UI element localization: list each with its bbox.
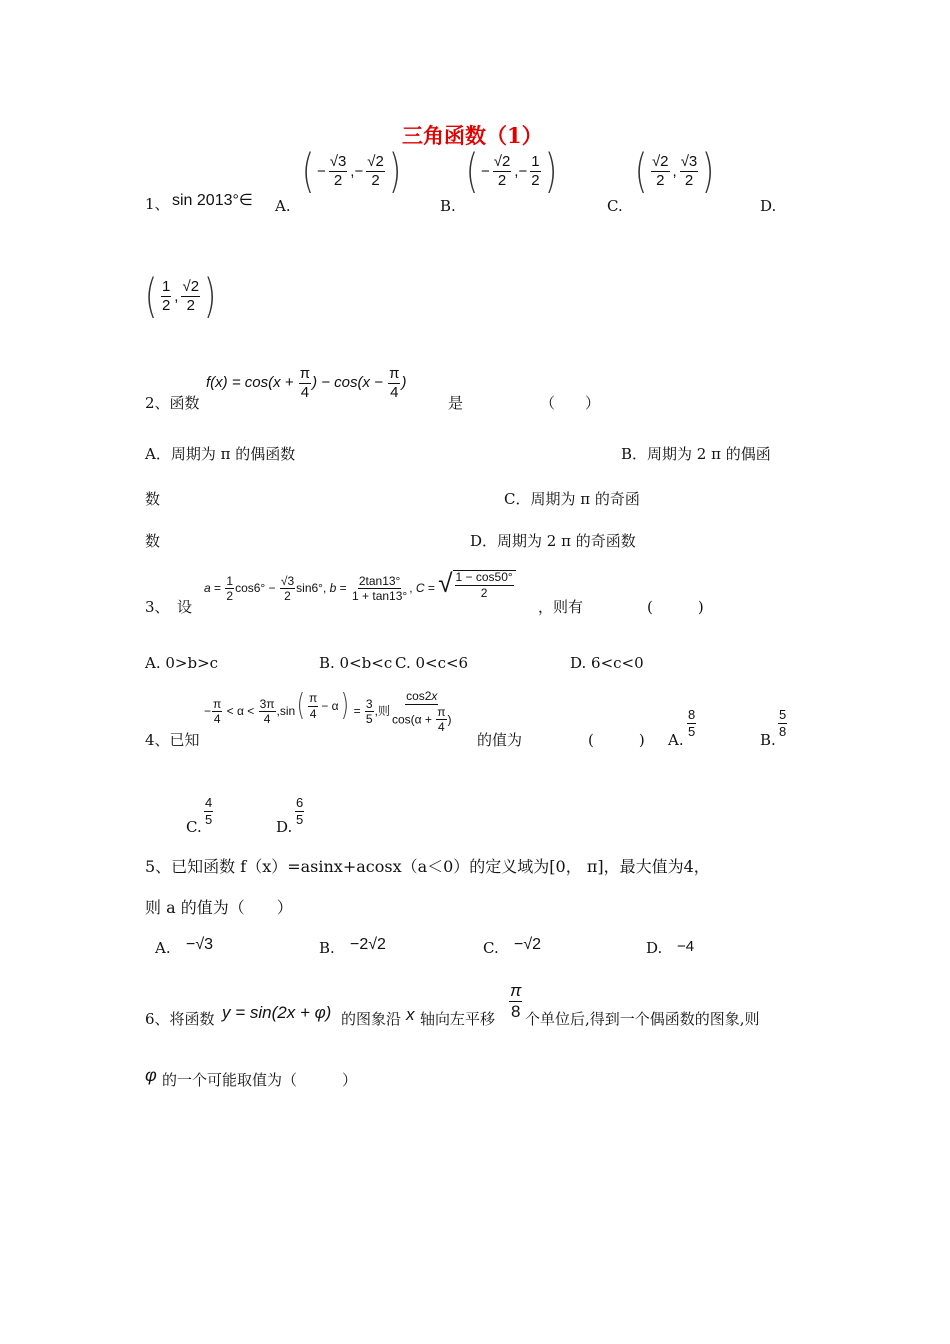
q1-option-c-label: C. — [607, 197, 623, 215]
q6-text-3: 个单位后,得到一个偶函数的图象,则 — [525, 1010, 760, 1028]
q2-suffix: 是 — [448, 394, 464, 412]
q4-option-c: $\frac{4}{5}$ — [205, 795, 213, 827]
q2-option-a: A．周期为 π 的偶函数 — [145, 445, 296, 463]
q4-answer-paren: ( ) — [588, 731, 645, 749]
q2-option-b-cont: 数 — [145, 490, 161, 508]
q2-option-c: C．周期为 π 的奇函 — [504, 490, 640, 508]
q2-function: f(x) = cos(x + $\frac{\pi}{4}$ ) − cos(x − $\frac{\pi}{4}$ ) — [206, 365, 407, 401]
page-title: 三角函数（1） — [402, 123, 543, 148]
q6-phi: φ — [145, 1065, 157, 1085]
q1-option-b-label: B. — [440, 197, 456, 215]
q1-label: 1、 — [145, 195, 170, 213]
q5-option-c: −√2 — [514, 936, 542, 953]
q4-option-d-label: D. — [276, 818, 293, 836]
q5-option-a-label: A. — [155, 939, 171, 957]
q6-shift: $\frac{\pi}{8}$ — [510, 981, 522, 1021]
q1-stem: sin 2013°∈ — [172, 192, 253, 209]
q3-suffix: ，则有 — [538, 598, 584, 616]
q5-option-a: −√3 — [186, 936, 214, 953]
q2-option-b: B．周期为 2 π 的偶函 — [621, 445, 771, 463]
q1-option-b: ( − $\frac{√2}{2}$ ,− $\frac{1}{2}$ ) — [465, 144, 557, 198]
q3-label: 3、 设 — [145, 598, 193, 616]
q6-axis: x — [406, 1005, 415, 1024]
q5-option-b: −2√2 — [350, 936, 386, 953]
q5-option-d-label: D. — [646, 939, 663, 957]
q6-function: y = sin(2x + φ) — [222, 1003, 332, 1022]
q3-option-c: C. 0<c<6 — [395, 654, 469, 672]
q4-option-b: $\frac{5}{8}$ — [779, 707, 787, 739]
q1-option-c: ( $\frac{√2}{2}$ , $\frac{√3}{2}$ ) — [634, 144, 715, 198]
q1-option-d: ( $\frac{1}{2}$ , $\frac{√2}{2}$ ) — [144, 269, 217, 323]
q4-option-d: $\frac{6}{5}$ — [296, 795, 304, 827]
q1-option-a-label: A. — [275, 197, 291, 215]
q4-option-c-label: C. — [186, 818, 202, 836]
q3-option-d: D. 6<c<0 — [570, 654, 644, 672]
q5-line1: 5、已知函数 f（x）=asinx+acosx（a＜0）的定义域为[0， π]，最大值为4， — [145, 857, 710, 876]
q3-option-b: B. 0<b<c — [319, 654, 393, 672]
q5-line2: 则 a 的值为（ ） — [145, 898, 293, 917]
q6-label: 6、将函数 — [145, 1010, 215, 1028]
q2-label: 2、函数 — [145, 394, 200, 412]
q2-answer-paren: （ ） — [540, 394, 601, 412]
q4-label: 4、已知 — [145, 731, 200, 749]
q6-text-1: 的图象沿 — [341, 1010, 402, 1028]
q4-option-a: $\frac{8}{5}$ — [688, 707, 696, 739]
q1-option-d-label: D. — [760, 197, 777, 215]
q5-option-d: −4 — [677, 938, 695, 955]
q4-option-a-label: A. — [668, 731, 684, 749]
q4-suffix: 的值为 — [477, 731, 523, 749]
q4-option-b-label: B. — [760, 731, 776, 749]
q2-option-c-cont: 数 — [145, 532, 161, 550]
q3-option-a: A. 0>b>c — [145, 654, 219, 672]
q4-formula: − $\frac{\pi}{4}$ < α < $\frac{3\pi}{4}$ ,sin ( $\frac{\pi}{4}$ − α ) = $\frac{3}{5}$ ,则 cos2x cos(α + $\frac{\pi}{4}$ ) — [204, 688, 452, 735]
q5-option-b-label: B. — [319, 939, 335, 957]
q6-text-2: 轴向左平移 — [420, 1010, 496, 1028]
q3-formula: a = $\frac{1}{2}$ cos6° − $\frac{√3}{2}$ sin6°, b = $\frac{2\tan 13^\circ}{1 + \tan 13^\circ}$ , C = √ $\frac{1 - \cos 50^\circ}{2}$ — [204, 570, 516, 603]
q3-answer-paren: ( ) — [647, 598, 704, 616]
q6-line2: 的一个可能取值为（ ） — [162, 1071, 358, 1089]
q2-option-d: D．周期为 2 π 的奇函数 — [470, 532, 636, 550]
q1-option-a: ( − $\frac{√3}{2}$ ,− $\frac{√2}{2}$ ) — [301, 144, 402, 198]
q5-option-c-label: C. — [483, 939, 499, 957]
